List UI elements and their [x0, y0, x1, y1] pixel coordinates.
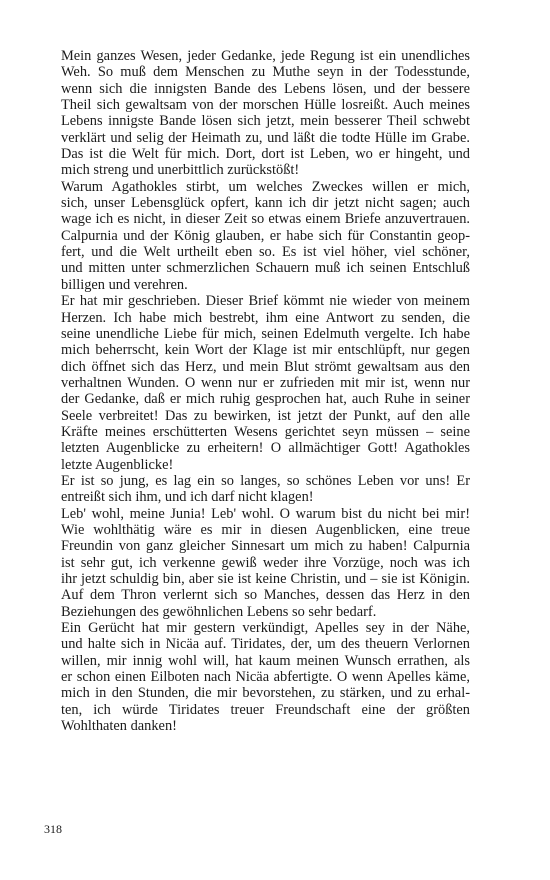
text-line: Beziehungen des gewöhnlichen Lebens so sehr bedarf.	[61, 603, 377, 620]
text-line: seine unendliche Liebe für mich, seinen Edelmuth vergelte. Ich habe	[61, 325, 470, 342]
text-line: wenn sich die innigsten Bande des Lebens lösen, und der bessere	[61, 80, 470, 97]
text-line: letzten Augenblicke zu erheitern! O allmächtiger Gott! Agathokles	[61, 440, 470, 457]
text-line: Er hat mir geschrieben. Dieser Brief kömmt nie wieder von meinem	[61, 293, 470, 310]
text-line: der Gedanke, daß er mich ruhig gesprochen hat, auch Ruhe in seiner	[61, 391, 470, 408]
text-line: wage ich es nicht, in dieser Zeit so etwas einem Briefe anzuvertrauen.	[61, 211, 470, 228]
page-text-block	[44, 48, 470, 734]
text-line: Auf dem Thron verlernt sich so Manches, dessen das Herz in den	[61, 587, 470, 604]
text-line: mich streng und unerbittlich zurückstößt!	[61, 162, 300, 179]
paragraph	[44, 293, 470, 473]
text-line: Theil sich gewaltsam von der morschen Hülle losreißt. Auch meines	[61, 97, 470, 114]
text-line: willen, mir innig wohl will, hat kaum meinen Wunsch errathen, als	[61, 652, 470, 669]
text-line: Lebens innigste Bande lösen sich jetzt, mein besserer Theil schwebt	[61, 113, 470, 130]
text-line: und mitten unter schmerzlichen Schauern muß ich seinen Entschluß	[61, 260, 470, 277]
text-line: Wohlthaten danken!	[61, 718, 177, 735]
text-line: Freundin von ganz gleicher Sinnesart um mich zu haben! Calpurnia	[61, 538, 470, 555]
paragraph	[44, 473, 470, 506]
text-line: verklärt und selig der Heimath zu, und läßt die todte Hülle im Grabe.	[61, 129, 470, 146]
text-line: fert, und die Welt urtheilt eben so. Es ist viel höher, viel schöner,	[61, 244, 470, 261]
text-line: ist sehr gut, ich verkenne gewiß weder ihre Vorzüge, noch was ich	[61, 554, 470, 571]
text-line: entreißt sich ihm, und ich darf nicht klagen!	[61, 489, 314, 506]
text-line: mich beherrscht, kein Wort der Klage ist mir entschlüpft, nur gegen	[61, 342, 470, 359]
paragraph	[44, 48, 470, 179]
text-line: Calpurnia und der König glauben, er habe sich für Constantin geop-	[61, 227, 470, 244]
text-line: Er ist so jung, es lag ein so langes, so schönes Leben vor uns! Er	[61, 472, 470, 489]
text-line: Wie wohlthätig wäre es mir in diesen Augenblicken, eine treue	[61, 521, 470, 538]
text-line: Herzen. Ich habe mich bestrebt, ihm eine Antwort zu senden, die	[61, 309, 470, 326]
text-line: Leb' wohl, meine Junia! Leb' wohl. O warum bist du nicht bei mir!	[61, 505, 470, 522]
text-line: und halte sich in Nicäa auf. Tiridates, der, um des theuern Verlornen	[61, 636, 470, 653]
text-line: dich öffnet sich das Herz, und mein Blut strömt gewaltsam aus den	[61, 358, 470, 375]
text-line: sich, unser Lebensglück opfert, kann ich dir jetzt nicht sagen; auch	[61, 195, 470, 212]
paragraph	[44, 620, 470, 734]
text-line: Warum Agathokles stirbt, um welches Zweckes willen er mich,	[61, 178, 470, 195]
text-line: Weh. So muß dem Menschen zu Muthe seyn in der Todesstunde,	[61, 64, 470, 81]
text-line: Mein ganzes Wesen, jeder Gedanke, jede Regung ist ein unendliches	[61, 48, 470, 64]
text-line: Seele verbreitet! Das zu bewirken, ist jetzt der Punkt, auf den alle	[61, 407, 470, 424]
text-line: Kräfte meines erschütterten Wesens gerichtet seyn müssen – seine	[61, 423, 470, 440]
text-line: Ein Gerücht hat mir gestern verkündigt, Apelles sey in der Nähe,	[61, 620, 470, 637]
text-line: letzte Augenblicke!	[61, 456, 174, 473]
page-number: 318	[44, 822, 62, 836]
text-line: mich in den Stunden, die mir bevorstehen, zu stärken, und zu erhal-	[61, 685, 470, 702]
paragraph	[44, 506, 470, 620]
text-line: er schon einen Eilboten nach Nicäa abfertigte. O wenn Apelles käme,	[61, 669, 470, 686]
text-line: verhaltnen Wunden. O wenn nur er zufrieden mit mir ist, wenn nur	[61, 374, 470, 391]
text-line: billigen und verehren.	[61, 276, 188, 293]
text-line: ten, ich würde Tiridates treuer Freundschaft eine der größten	[61, 701, 470, 718]
paragraph	[44, 179, 470, 293]
text-line: Das ist die Welt für mich. Dort, dort ist Leben, wo er hingeht, und	[61, 146, 470, 163]
text-line: ihr jetzt schuldig bin, aber sie ist keine Christin, und – sie ist Königin.	[61, 571, 470, 587]
